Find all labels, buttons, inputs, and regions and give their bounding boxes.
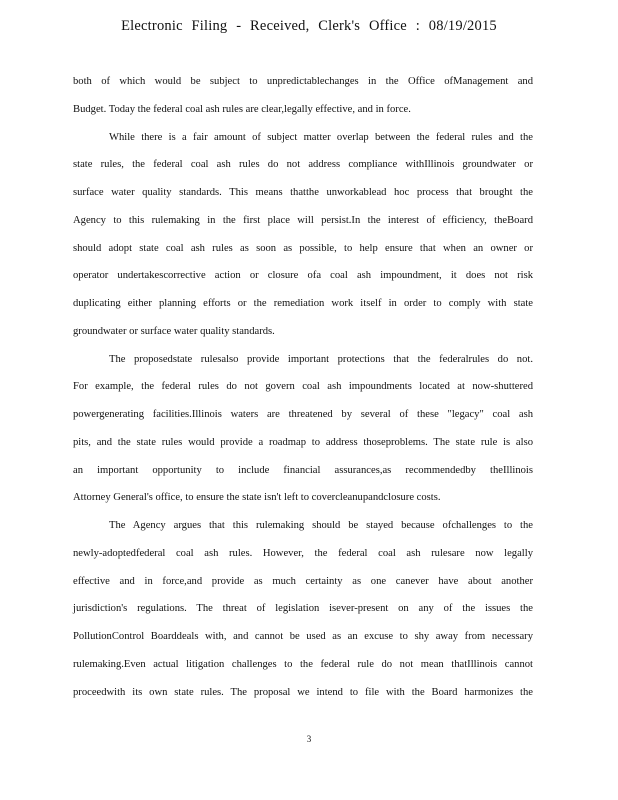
text-line: pits, and the state rules would provide a roadmap to address thoseproblems. The state rule is also bbox=[73, 436, 533, 448]
text-line: powergenerating facilities.Illinois waters are threatened by several of these "legacy" coal ash bbox=[73, 409, 533, 420]
text-line: surface water quality standards. This means thatthe unworkablead hoc process that brought the bbox=[73, 187, 533, 198]
text-line: For example, the federal rules do not govern coal ash impoundments located at now-shuttered bbox=[73, 381, 533, 393]
text-line: The proposedstate rulesalso provide important protections that the federalrules do not. bbox=[109, 353, 533, 365]
text-line: Budget. Today the federal coal ash rules are clear,legally effective, and in force. bbox=[73, 103, 411, 115]
text-line: The Agency argues that this rulemaking should be stayed because ofchallenges to the bbox=[109, 520, 533, 531]
text-line: jurisdiction's regulations. The threat of legislation isever-present on any of the issues the bbox=[73, 603, 533, 615]
text-line: duplicating either planning efforts or the remediation work itself in order to comply with state bbox=[73, 298, 533, 309]
text-line: groundwater or surface water quality standards. bbox=[73, 325, 275, 337]
body-text bbox=[73, 68, 533, 706]
text-line: should adopt state coal ash rules as soon as possible, to help ensure that when an owner or bbox=[73, 242, 533, 254]
text-line: state rules, the federal coal ash rules do not address compliance withIllinois groundwater or bbox=[73, 159, 533, 171]
text-line: Attorney General's office, to ensure the state isn't left to covercleanupandclosure costs. bbox=[73, 492, 441, 504]
text-line: rulemaking.Even actual litigation challenges to the federal rule do not mean thatIllinois cannot bbox=[73, 658, 533, 670]
filing-header: Electronic Filing - Received, Clerk's Office : 08/19/2015 bbox=[121, 18, 497, 34]
text-line: both of which would be subject to unpredictablechanges in the Office ofManagement and bbox=[73, 76, 533, 87]
text-line: operator undertakescorrective action or closure ofa coal ash impoundment, it does not risk bbox=[73, 270, 533, 282]
text-line: While there is a fair amount of subject matter overlap between the federal rules and the bbox=[109, 131, 533, 143]
text-line: an important opportunity to include financial assurances,as recommendedby theIllinois bbox=[73, 464, 533, 476]
page-number: 3 bbox=[306, 734, 312, 744]
text-line: effective and in force,and provide as much certainty as one canever have about another bbox=[73, 575, 533, 587]
text-line: PollutionControl Boarddeals with, and cannot be used as an excuse to shy away from necessary bbox=[73, 631, 533, 642]
text-line: Agency to this rulemaking in the first place will persist.In the interest of efficiency, theBoard bbox=[73, 214, 533, 226]
text-line: proceedwith its own state rules. The proposal we intend to file with the Board harmonizes the bbox=[73, 686, 533, 698]
text-line: newly-adoptedfederal coal ash rules. However, the federal coal ash rulesare now legally bbox=[73, 547, 533, 559]
